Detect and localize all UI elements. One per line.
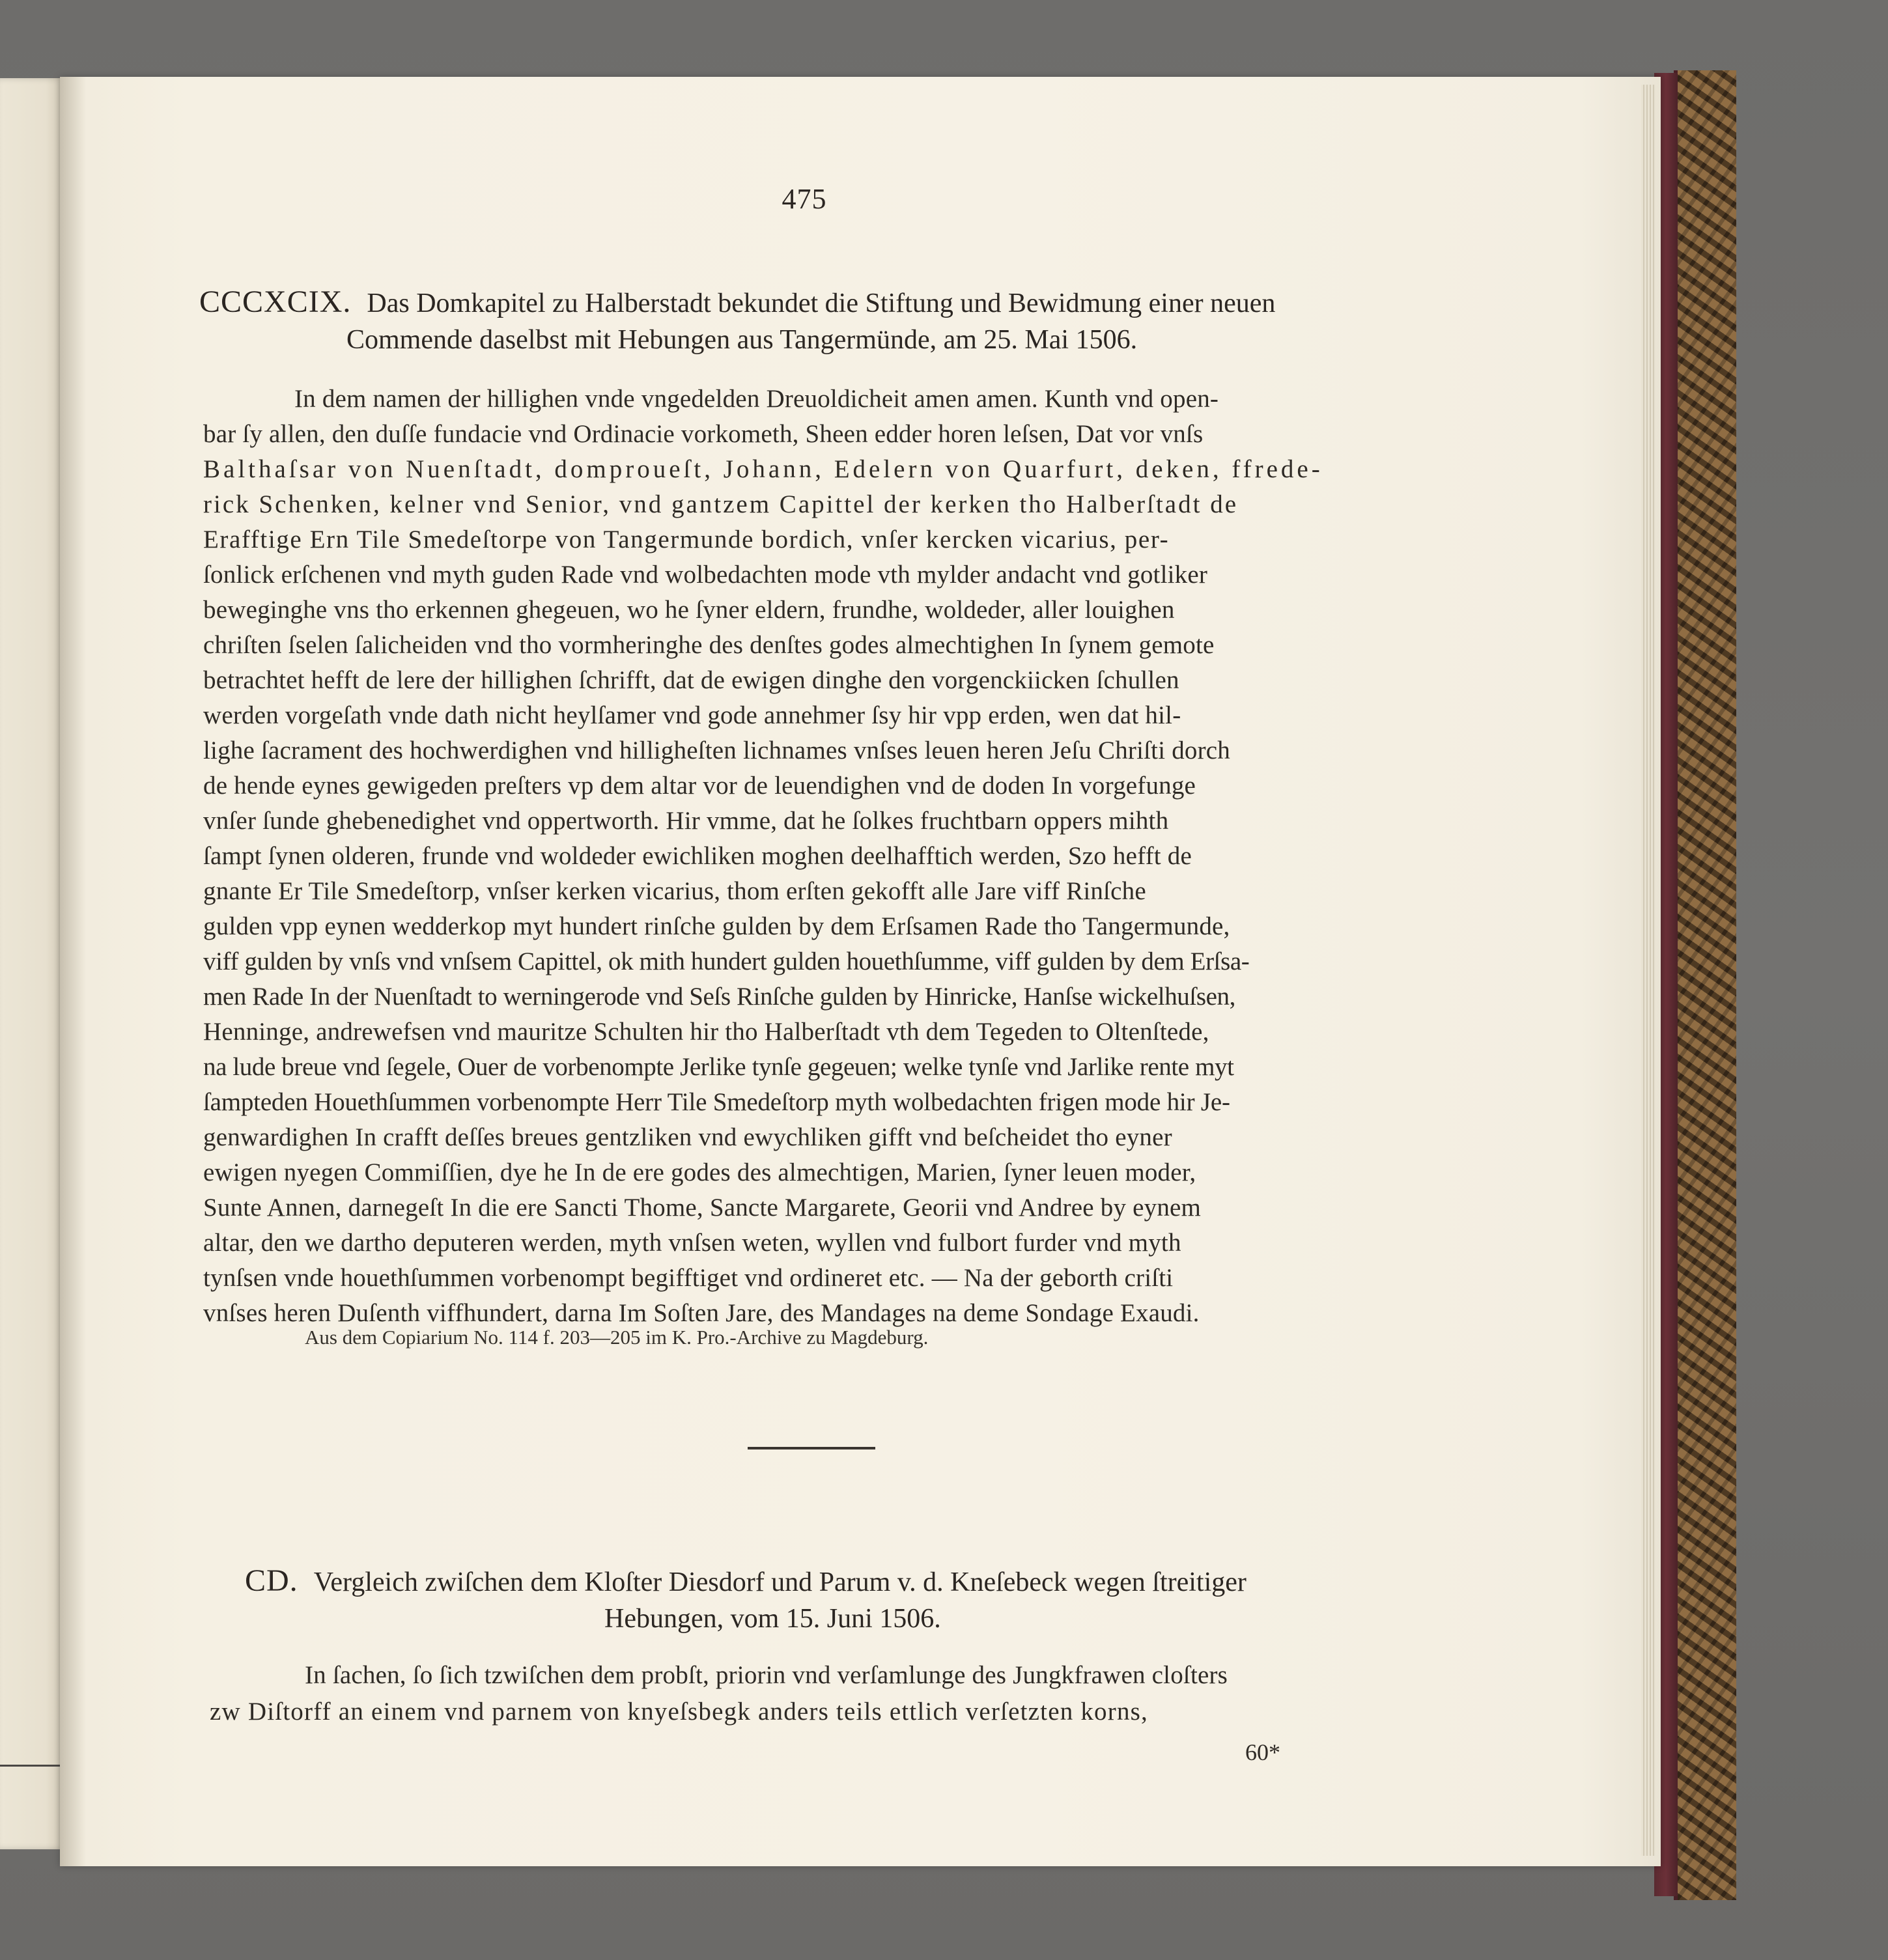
body-line: gulden vpp eynen wedderkop myt hundert rinſche gulden by dem Erſsamen Rade tho Tangermunde, xyxy=(203,912,1230,940)
body-line: viff gulden by vnſs vnd vnſsem Capittel, ok mith hundert gulden houethſumme, viff gulden by dem Erſsa- xyxy=(203,947,1250,975)
body-line: genwardighen In crafft deſſes breues gentzliken vnd ewychliken gifft vnd beſcheidet tho eyner xyxy=(203,1123,1172,1151)
source-citation: Aus dem Copiarium No. 114 f. 203—205 im K. Pro.-Archive zu Magdeburg. xyxy=(305,1326,929,1349)
body-line: Henninge, andrewefsen vnd mauritze Schulten hir tho Halberſtadt vth dem Tegeden to Oltenſtede, xyxy=(203,1018,1209,1046)
marbled-cover-board xyxy=(1674,70,1736,1900)
body-line: ewigen nyegen Commiſſien, dye he In de ere godes des almechtigen, Marien, ſyner leuen moder, xyxy=(203,1158,1196,1186)
body-line: ſonlick erſchenen vnd myth guden Rade vnd wolbedachten mode vth mylder andacht vnd gotliker xyxy=(203,561,1208,589)
body-line: Erafftige Ern Tile Smedeſtorpe von Tangermunde bordich, vnſer kercken vicarius, per- xyxy=(203,525,1170,553)
document-number: CCCXCIX. xyxy=(199,285,352,319)
body-line: altar, den we dartho deputeren werden, myth vnſsen weten, wyllen vnd fulbort furder vnd myth xyxy=(203,1229,1181,1257)
page-number: 475 xyxy=(782,183,827,215)
document-heading-2 xyxy=(245,1563,1247,1601)
previous-page-edge xyxy=(0,78,65,1849)
body-line: gnante Er Tile Smedeſtorp, vnſser kerken vicarius, thom erſten gekofft alle Jare viff Rinſche xyxy=(203,877,1146,905)
body-line: In ſachen, ſo ſich tzwiſchen dem probſt, priorin vnd verſamlunge des Jungkfrawen cloſters xyxy=(305,1661,1228,1689)
document-heading-1-continued: Commende daselbst mit Hebungen aus Tangermünde, am 25. Mai 1506. xyxy=(346,325,1138,355)
body-line: chriſten ſselen ſalicheiden vnd tho vormheringhe des denſtes godes almechtighen In ſynem gemote xyxy=(203,631,1215,659)
document-number: CD. xyxy=(245,1563,298,1598)
body-line: de hende eynes gewigeden preſters vp dem altar vor de leuendighen vnd de doden In vorgefunge xyxy=(203,772,1196,800)
body-line: vnſses heren Duſenth viffhundert, darna Im Soſten Jare, des Mandages na deme Sondage Exaudi. xyxy=(203,1299,1200,1327)
body-line: werden vorgeſath vnde dath nicht heylſamer vnd gode annehmer ſsy hir vpp erden, wen dat hil- xyxy=(203,701,1181,729)
page-gutter-shadow xyxy=(60,77,86,1866)
section-separator-rule xyxy=(748,1447,875,1449)
body-line: men Rade In der Nuenſtadt to werningerode vnd Seſs Rinſche gulden by Hinricke, Hanſse wickelhuſsen, xyxy=(203,983,1235,1011)
body-line: vnſer ſunde ghebenedighet vnd oppertworth. Hir vmme, dat he ſolkes fruchtbarn oppers mihth xyxy=(203,807,1169,835)
body-line: beweginghe vns tho erkennen ghegeuen, wo he ſyner eldern, frundhe, woldeder, aller louighen xyxy=(203,596,1175,624)
document-title-line: Vergleich zwiſchen dem Kloſter Diesdorf und Parum v. d. Kneſebeck wegen ſtreitiger xyxy=(313,1567,1247,1597)
page-stack-edge xyxy=(1641,85,1656,1856)
body-line: Sunte Annen, darnegeſt In die ere Sancti Thome, Sancte Margarete, Georii vnd Andree by eynem xyxy=(203,1194,1202,1222)
signature-mark: 60* xyxy=(1245,1739,1280,1765)
body-line: zw Diſtorff an einem vnd parnem von knyeſsbegk anders teils ettlich verſetzten korns, xyxy=(210,1698,1148,1726)
document-title-line: Das Domkapitel zu Halberstadt bekundet die Stiftung und Bewidmung einer neuen xyxy=(367,288,1276,318)
body-line: rick Schenken, kelner vnd Senior, vnd gantzem Capittel der kerken tho Halberſtadt de xyxy=(203,490,1239,518)
body-line: bar ſy allen, den duſſe fundacie vnd Ordinacie vorkometh, Sheen edder horen leſsen, Dat vor vnſs xyxy=(203,420,1204,448)
body-line: Balthaſsar von Nuenſtadt, domproueſt, Johann, Edelern von Quarfurt, deken, ffrede- xyxy=(203,455,1323,483)
previous-page-line xyxy=(0,1765,65,1767)
body-line: In dem namen der hillighen vnde vngedelden Dreuoldicheit amen amen. Kunth vnd open- xyxy=(294,385,1219,413)
body-line: lighe ſacrament des hochwerdighen vnd hilligheſten lichnames vnſses leuen heren Jeſu Chriſti dorch xyxy=(203,736,1230,764)
body-line: ſampt ſynen olderen, frunde vnd woldeder ewichliken moghen deelhafftich werden, Szo hefft de xyxy=(203,842,1192,870)
document-heading-1 xyxy=(199,284,1275,322)
body-line: betrachtet hefft de lere der hillighen ſchrifft, dat de ewigen dinghe den vorgenckiicken ſchullen xyxy=(203,666,1179,694)
body-line: na lude breue vnd ſegele, Ouer de vorbenompte Jerlike tynſe gegeuen; welke tynſe vnd Jarlike rente myt xyxy=(203,1053,1234,1081)
document-heading-2-continued: Hebungen, vom 15. Juni 1506. xyxy=(604,1604,941,1634)
body-line: ſampteden Houethſummen vorbenompte Herr Tile Smedeſtorp myth wolbedachten frigen mode hir Je- xyxy=(203,1088,1230,1116)
body-line: tynſsen vnde houethſummen vorbenompt begifftiget vnd ordineret etc. — Na der geborth criſti xyxy=(203,1264,1174,1292)
